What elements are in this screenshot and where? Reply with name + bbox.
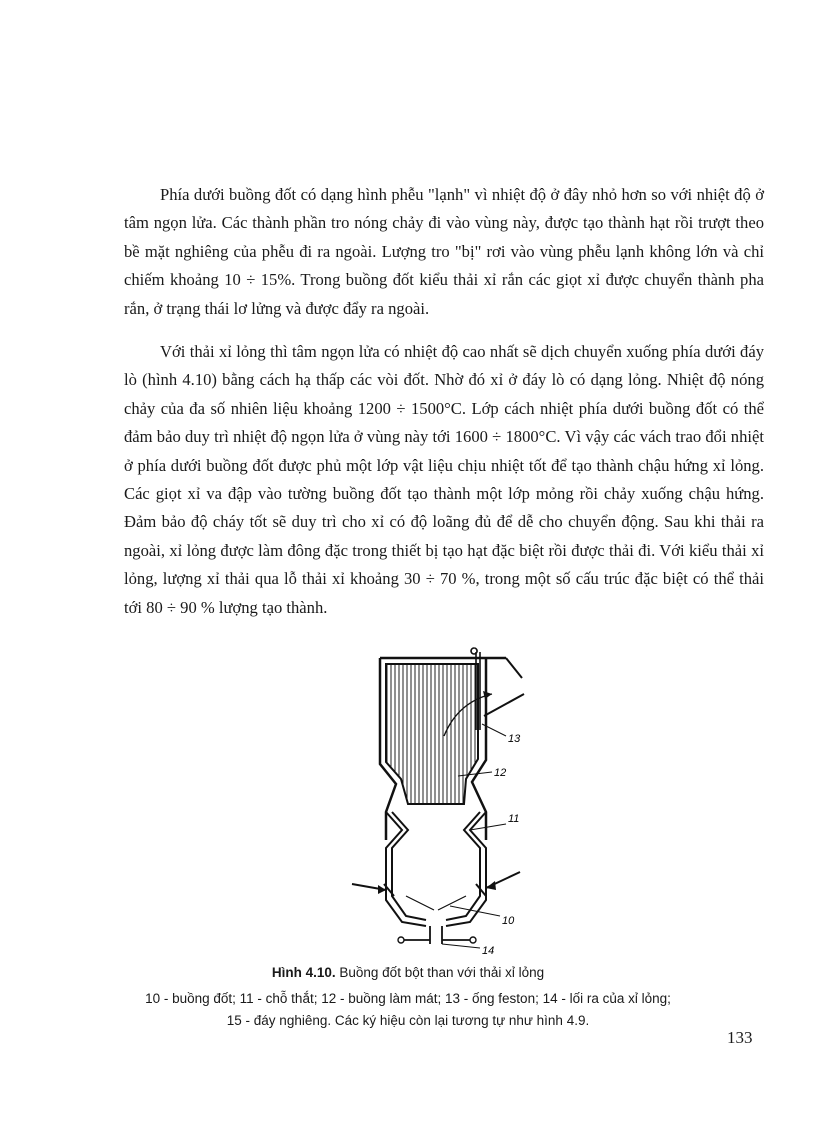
figure-number: Hình 4.10.: [271, 965, 336, 980]
label-12: 12: [494, 767, 507, 779]
paragraph-liquid-slag: Với thải xỉ lỏng thì tâm ngọn lửa có nhiệt độ cao nhất sẽ dịch chuyển xuống phía dưới đáy lò (hình 4.10) bằng cách hạ thấp các vòi đốt. Nhờ đó xỉ ở đáy lò có dạng lỏng. Nhiệt độ nóng chảy của đa số nhiên liệu khoảng 1200 ÷ 1500°C. Lớp cách nhiệt phía dưới buồng đốt có thể đảm bảo duy trì nhiệt độ ngọn lửa ở vùng này tới 1600 ÷ 1800°C. Vì vậy các vách trao đổi nhiệt ở phía dưới buồng đốt được phủ một lớp vật liệu chịu nhiệt tốt để tạo thành chậu hứng xỉ lỏng. Các giọt xỉ va đập vào tường buồng đốt tạo thành một lớp mỏng rồi chảy xuống chậu hứng. Đảm bảo độ cháy tốt sẽ duy trì cho xỉ có độ loãng đủ để dễ cho chuyển động. Sau khi thải ra ngoài, xỉ lỏng được làm đông đặc trong thiết bị tạo hạt đặc biệt rồi được thải đi. Với kiểu thải xỉ lỏng, lượng xỉ thải qua lỗ thải xỉ khoảng 30 ÷ 70 %, trong một số cấu trúc đặc biệt có thể thải tới 80 ÷ 90 % lượng tạo thành.: [124, 342, 764, 617]
furnace-diagram: [346, 644, 536, 964]
page-number: 133: [727, 1028, 753, 1047]
label-13: 13: [508, 733, 521, 745]
label-11: 11: [508, 813, 520, 825]
figure-title: Buồng đốt bột than với thải xỉ lỏng: [335, 965, 545, 980]
flue-outlet: [484, 658, 524, 716]
throat-left: [386, 812, 426, 926]
figure-legend-line-2: 15 - đáy nghiêng. Các ký hiệu còn lại tương tự như hình 4.9.: [226, 1013, 590, 1028]
burner-left: [352, 884, 394, 896]
slag-outlet: [404, 926, 470, 944]
burner-right: [476, 872, 520, 896]
cooling-chamber: [386, 664, 478, 804]
paragraph-slag-hopper: Phía dưới buồng đốt có dạng hình phễu "lạnh" vì nhiệt độ ở đây nhỏ hơn so với nhiệt độ ở tâm ngọn lửa. Các thành phần tro nóng chảy đi vào vùng này, được tạo thành hạt rồi trượt theo bề mặt nghiêng của phễu đi ra ngoài. Lượng tro "bị" rơi vào vùng phễu lạnh không lớn và chỉ chiếm khoảng 10 ÷ 15%. Trong buồng đốt kiểu thải xỉ rắn các giọt xỉ được chuyển thành pha rắn, ở trạng thái lơ lửng và được đẩy ra ngoài.: [124, 185, 764, 318]
label-10: 10: [502, 915, 515, 927]
figure-legend-line-1: 10 - buồng đốt; 11 - chỗ thắt; 12 - buồng làm mát; 13 - ống feston; 14 - lối ra của xỉ lỏng;: [145, 991, 671, 1006]
label-14: 14: [482, 945, 495, 957]
figure-caption-title: [0, 965, 816, 980]
